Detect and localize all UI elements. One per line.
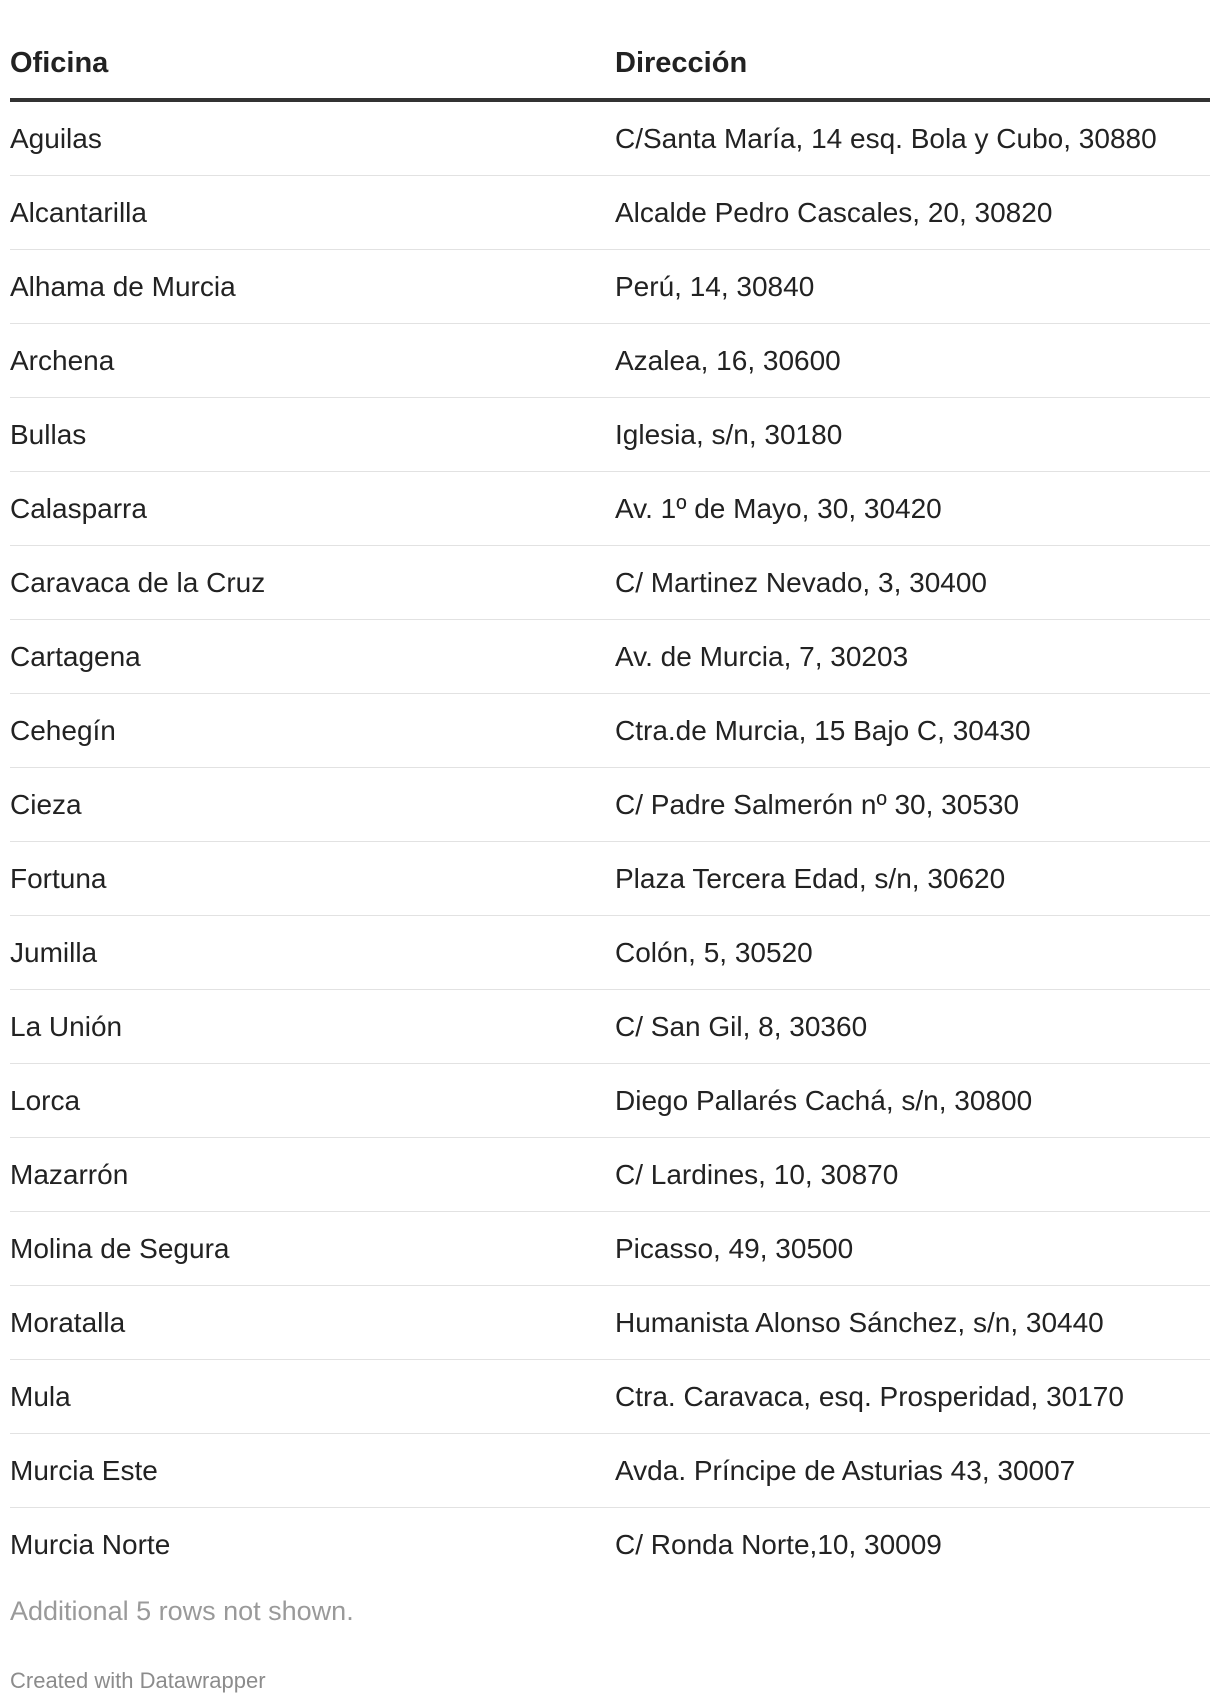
office-cell: Murcia Norte [10,1528,171,1560]
table-row [10,1434,1210,1508]
office-cell: Fortuna [10,842,615,916]
address-cell: Ctra.de Murcia, 15 Bajo C, 30430 [615,694,1210,768]
address-cell: Colón, 5, 30520 [615,916,1210,990]
address-cell: Picasso, 49, 30500 [615,1212,1210,1286]
offices-table [10,28,1210,1581]
table-row [10,1360,1210,1434]
table-row [10,916,1210,990]
address-cell: Av. 1º de Mayo, 30, 30420 [615,472,1210,546]
address-cell: Av. de Murcia, 7, 30203 [615,620,1210,694]
column-header-direccion[interactable]: Dirección [615,28,1210,100]
office-cell: Lorca [10,1064,615,1138]
address-cell: C/ Lardines, 10, 30870 [615,1138,1210,1212]
table-row [10,620,1210,694]
office-cell: La Unión [10,990,615,1064]
office-cell: Caravaca de la Cruz [10,546,615,620]
office-cell: Cartagena [10,620,615,694]
address-cell: Azalea, 16, 30600 [615,324,1210,398]
office-cell: Cehegín [10,694,615,768]
address-cell: C/ Padre Salmerón nº 30, 30530 [615,768,1210,842]
office-cell: Mazarrón [10,1138,615,1212]
address-cell: Plaza Tercera Edad, s/n, 30620 [615,842,1210,916]
office-cell: Alhama de Murcia [10,250,615,324]
table-body [10,100,1210,1581]
table-row [10,694,1210,768]
table-row [10,768,1210,842]
address-cell: Diego Pallarés Cachá, s/n, 30800 [615,1064,1210,1138]
address-cell: Iglesia, s/n, 30180 [615,398,1210,472]
table-row [10,546,1210,620]
column-header-oficina[interactable]: Oficina [10,28,615,100]
office-cell: Archena [10,324,615,398]
table-row [10,842,1210,916]
address-cell: Humanista Alonso Sánchez, s/n, 30440 [615,1286,1210,1360]
address-cell: Avda. Príncipe de Asturias 43, 30007 [615,1434,1210,1508]
table-row [10,1138,1210,1212]
datawrapper-credit-link[interactable]: Created with Datawrapper [10,1668,266,1693]
table-row [10,176,1210,250]
office-cell: Bullas [10,398,615,472]
address-cell: Ctra. Caravaca, esq. Prosperidad, 30170 [615,1360,1210,1434]
office-cell: Molina de Segura [10,1212,615,1286]
header-row [10,28,1210,100]
address-cell: C/ San Gil, 8, 30360 [615,990,1210,1064]
office-cell: Murcia Este [10,1434,615,1508]
address-cell: C/ Ronda Norte,10, 30009 [615,1528,942,1560]
office-cell: Aguilas [10,100,615,176]
address-cell: C/ Martinez Nevado, 3, 30400 [615,546,1210,620]
table-row [10,100,1210,176]
table-row [10,472,1210,546]
table-header [10,28,1210,100]
table-row [10,324,1210,398]
table-row [10,398,1210,472]
office-cell: Moratalla [10,1286,615,1360]
office-cell: Calasparra [10,472,615,546]
table-row [10,990,1210,1064]
office-cell: Jumilla [10,916,615,990]
office-cell: Mula [10,1360,615,1434]
rows-not-shown-note: Additional 5 rows not shown. [10,1596,354,1626]
table-row [10,1286,1210,1360]
address-cell: Alcalde Pedro Cascales, 20, 30820 [615,176,1210,250]
office-cell: Cieza [10,768,615,842]
table-row [10,250,1210,324]
table-row [10,1064,1210,1138]
table-row [10,1508,1210,1582]
office-cell: Alcantarilla [10,176,615,250]
address-cell: C/Santa María, 14 esq. Bola y Cubo, 30880 [615,100,1210,176]
address-cell: Perú, 14, 30840 [615,250,1210,324]
table-row [10,1212,1210,1286]
